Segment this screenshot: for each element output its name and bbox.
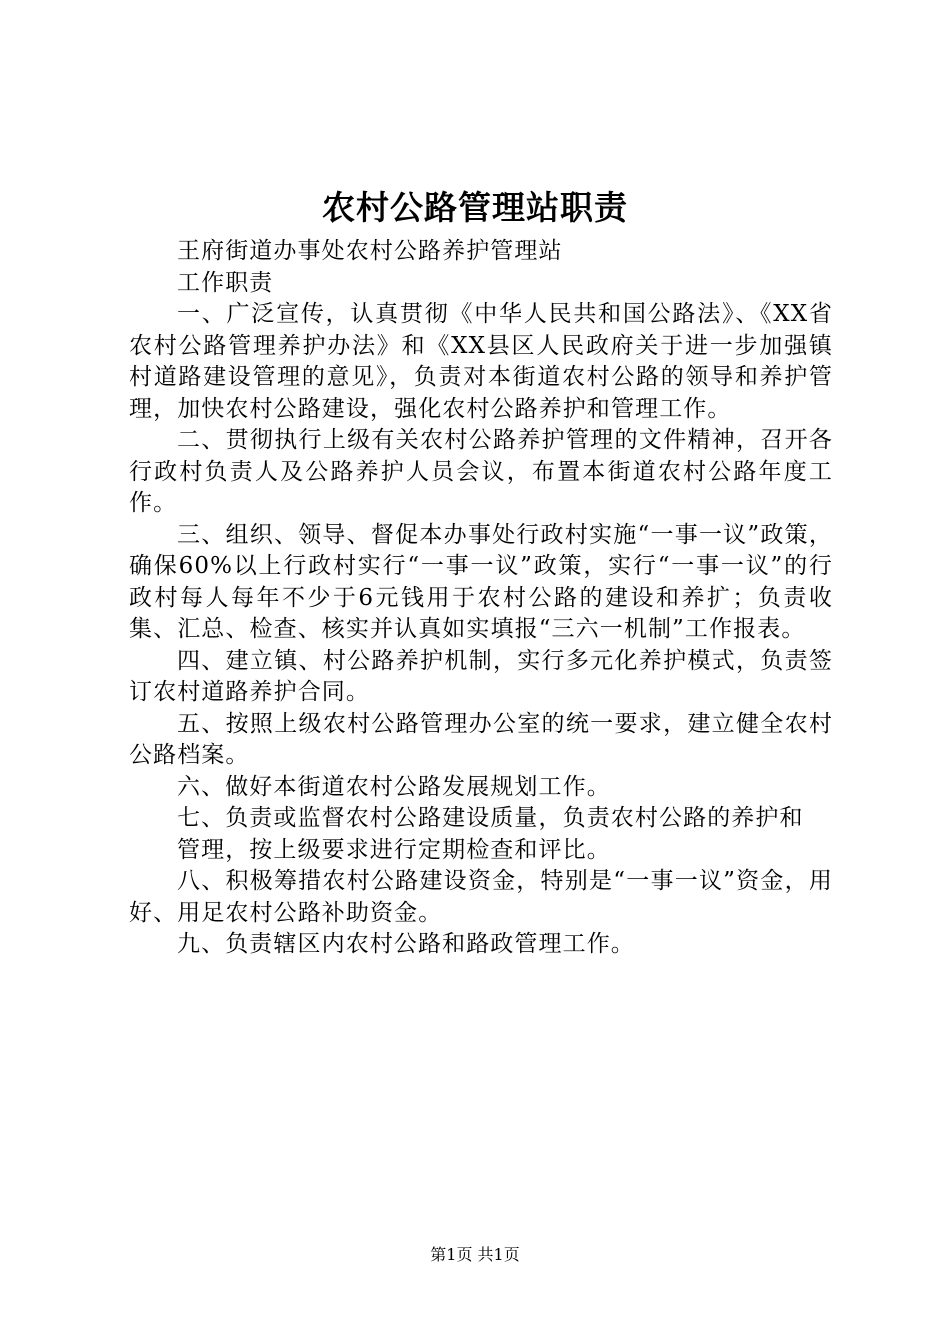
paragraph-org-name: 王府街道办事处农村公路养护管理站 — [177, 238, 563, 264]
paragraph-duty-5: 五、按照上级农村公路管理办公室的统一要求，建立健全农村公路档案。 — [129, 710, 833, 768]
paragraph-duty-4: 四、建立镇、村公路养护机制，实行多元化养护模式，负责签订农村道路养护合同。 — [129, 647, 833, 705]
document-title: 农村公路管理站职责 — [322, 188, 628, 227]
document-body — [129, 236, 833, 961]
paragraph-duty-7-continued: 管理，按上级要求进行定期检查和评比。 — [177, 836, 611, 863]
paragraph-subtitle: 工作职责 — [177, 269, 274, 296]
page-number-footer: 第1页 共1页 — [430, 1245, 520, 1264]
paragraph-duty-9: 九、负责辖区内农村公路和路政管理工作。 — [177, 931, 635, 957]
paragraph-duty-3: 三、组织、领导、督促本办事处行政村实施“一事一议”政策，确保60%以上行政村实行“一事一议”政策，实行“一事一议”的行政村每人每年不少于6元钱用于农村公路的建设和养扩；负责收集、汇总、检查、核实并认真如实填报“三六一机制”工作报表。 — [129, 521, 833, 642]
paragraph-duty-1: 一、广泛宣传，认真贯彻《中华人民共和国公路法》、《XX省农村公路管理养护办法》和《XX县区人民政府关于进一步加强镇村道路建设管理的意见》，负责对本街道农村公路的领导和养护管理，加快农村公路建设，强化农村公路养护和管理工作。 — [129, 301, 833, 422]
paragraph-duty-8: 八、积极筹措农村公路建设资金，特别是“一事一议”资金，用好、用足农村公路补助资金。 — [129, 868, 833, 926]
paragraph-duty-7: 七、负责或监督农村公路建设质量，负责农村公路的养护和 — [177, 805, 804, 831]
paragraph-duty-6: 六、做好本街道农村公路发展规划工作。 — [177, 773, 611, 800]
paragraph-duty-2: 二、贯彻执行上级有关农村公路养护管理的文件精神，召开各行政村负责人及公路养护人员会议，布置本街道农村公路年度工作。 — [129, 427, 833, 516]
